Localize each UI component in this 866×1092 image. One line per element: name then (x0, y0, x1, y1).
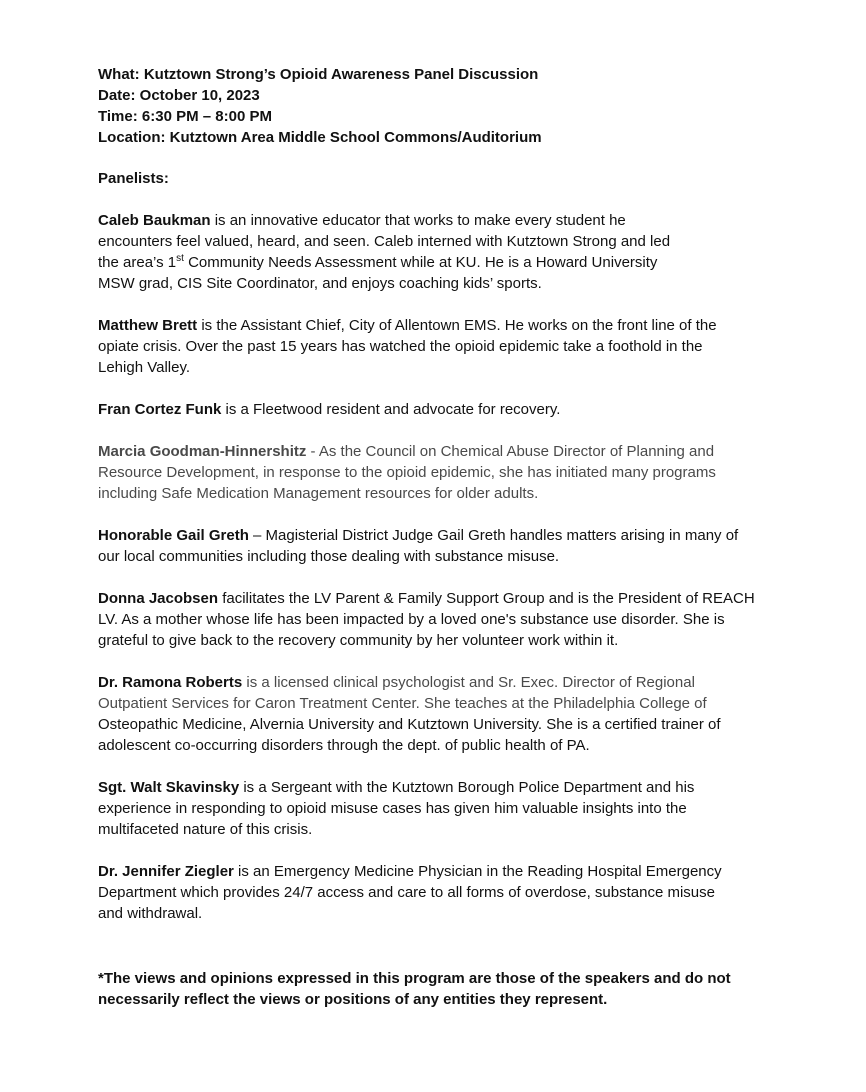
panelist-bio-line: Community Needs Assessment while at KU. He is a Howard University (183, 254, 658, 271)
superscript: st (176, 253, 184, 264)
panelist-name: Caleb Baukman (98, 212, 211, 229)
panelist-name: Dr. Ramona Roberts (98, 674, 243, 691)
panelist-name: Fran Cortez Funk (98, 401, 222, 418)
panelist-bio-line: adolescent co-occurring disorders through the dept. of public health of PA. (98, 737, 590, 754)
event-date: Date: October 10, 2023 (98, 87, 260, 104)
panelist-name: Sgt. Walt Skavinsky (98, 779, 240, 796)
panelist-bio-line: and withdrawal. (98, 905, 203, 922)
panelist-bio-line: multifaceted nature of this crisis. (98, 821, 313, 838)
panelist-entry (98, 588, 788, 651)
panelist-bio-line: encounters feel valued, heard, and seen. Caleb interned with Kutztown Strong and led (98, 233, 671, 250)
event-what: What: Kutztown Strong’s Opioid Awareness Panel Discussion (98, 66, 539, 83)
panelist-bio-line: MSW grad, CIS Site Coordinator, and enjoys coaching kids’ sports. (98, 275, 542, 292)
disclaimer-line: *The views and opinions expressed in this program are those of the speakers and do not (98, 970, 731, 987)
panelist-entry (98, 777, 788, 840)
panelist-bio-line: Department which provides 24/7 access and care to all forms of overdose, substance misuse (98, 884, 715, 901)
panelists-heading: Panelists: (98, 170, 169, 187)
panelist-name: Matthew Brett (98, 317, 198, 334)
panelist-bio-line: our local communities including those dealing with substance misuse. (98, 548, 560, 565)
panelist-bio-line: opiate crisis. Over the past 15 years has watched the opioid epidemic take a foothold in the (98, 338, 703, 355)
panelist-entry (98, 315, 788, 378)
panelist-bio-line: is the Assistant Chief, City of Allentown EMS. He works on the front line of the (197, 317, 717, 334)
panelist-bio-line: Outpatient Services for Caron Treatment Center. She teaches at the Philadelphia College of (98, 695, 707, 712)
panelist-bio-line: is a Fleetwood resident and advocate for recovery. (221, 401, 561, 418)
event-header (98, 64, 788, 148)
panelist-bio-line: – Magisterial District Judge Gail Greth handles matters arising in many of (248, 527, 739, 544)
panelist-bio-line: is a Sergeant with the Kutztown Borough Police Department and his (239, 779, 695, 796)
panelist-bio-line: experience in responding to opioid misuse cases has given him valuable insights into the (98, 800, 687, 817)
event-time: Time: 6:30 PM – 8:00 PM (98, 108, 272, 125)
document (98, 64, 788, 1010)
panelist-entry (98, 861, 788, 924)
panelist-entry (98, 210, 788, 294)
panelist-bio-line: Osteopathic Medicine, Alvernia University and Kutztown University. She is a certified trainer of (98, 716, 721, 733)
disclaimer-line: necessarily reflect the views or positions of any entities they represent. (98, 991, 608, 1008)
panelist-bio-line: Resource Development, in response to the opioid epidemic, she has initiated many programs (98, 464, 716, 481)
panelist-entry (98, 525, 788, 567)
panelist-bio-line: is a licensed clinical psychologist and Sr. Exec. Director of Regional (242, 674, 695, 691)
panelist-entry (98, 441, 788, 504)
panelist-bio-line: - As the Council on Chemical Abuse Director of Planning and (306, 443, 715, 460)
panelist-name: Dr. Jennifer Ziegler (98, 863, 234, 880)
panelist-name: Donna Jacobsen (98, 590, 219, 607)
panelist-bio-line: Lehigh Valley. (98, 359, 191, 376)
panelist-bio-line: grateful to give back to the recovery community by her volunteer work within it. (98, 632, 619, 649)
panelist-entry (98, 399, 788, 420)
panelist-entry (98, 672, 788, 756)
panelist-bio-line: including Safe Medication Management resources for older adults. (98, 485, 539, 502)
panelist-bio-line: LV. As a mother whose life has been impacted by a loved one's substance use disorder. She is (98, 611, 725, 628)
panelist-bio-line: the area’s 1 (98, 254, 177, 271)
panelist-name: Honorable Gail Greth (98, 527, 249, 544)
event-location: Location: Kutztown Area Middle School Commons/Auditorium (98, 129, 542, 146)
panelist-bio-line: is an innovative educator that works to make every student he (210, 212, 626, 229)
panelist-name: Marcia Goodman-Hinnershitz (98, 443, 307, 460)
disclaimer (98, 968, 788, 1010)
panelist-bio-line: facilitates the LV Parent & Family Support Group and is the President of REACH (218, 590, 755, 607)
panelist-bio-line: is an Emergency Medicine Physician in the Reading Hospital Emergency (233, 863, 722, 880)
